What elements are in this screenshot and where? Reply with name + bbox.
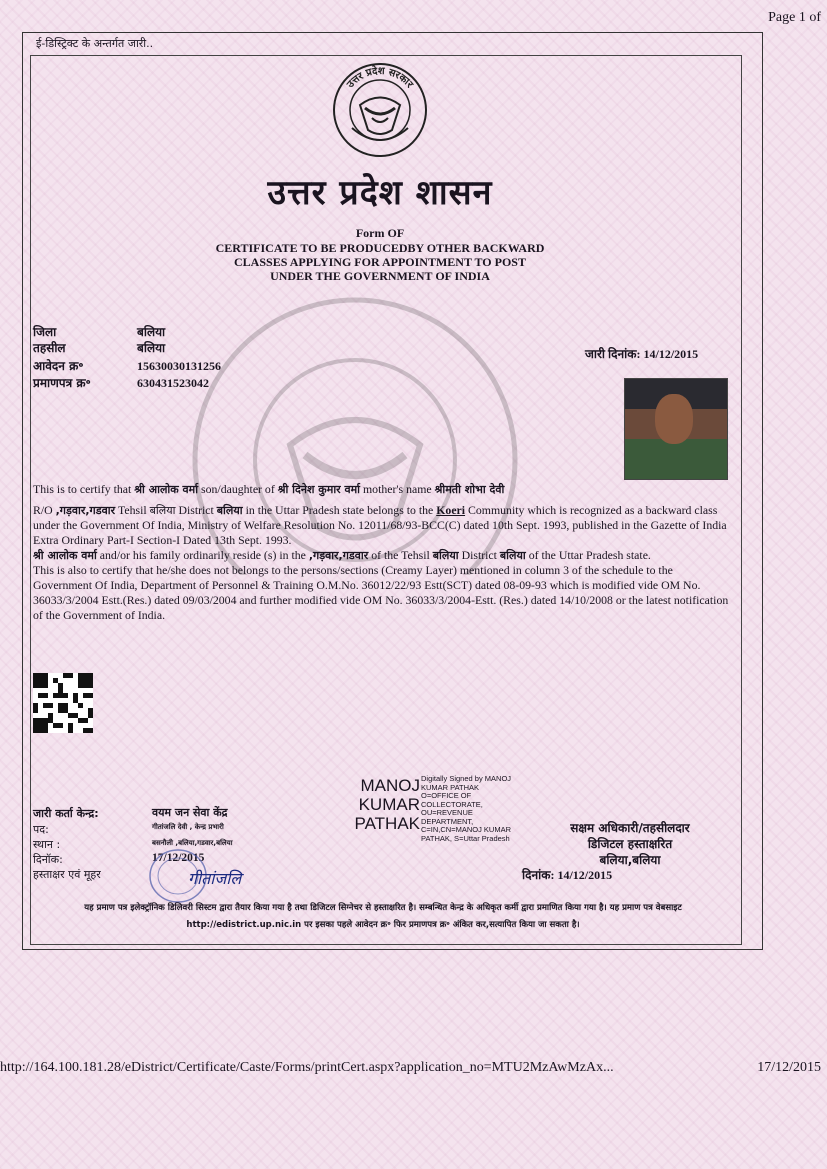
- signature-meta-line: C=IN,CN=MANOJ KUMAR: [421, 825, 512, 834]
- body-text: of the Tehsil: [371, 548, 430, 562]
- body-paragraph-2: [33, 503, 729, 548]
- field-value-district: बलिया: [137, 325, 166, 339]
- field-value-tehsil: बलिया: [137, 341, 166, 355]
- body-text: and/or his family ordinarily reside (s) in the: [99, 548, 306, 562]
- applicant-name: श्री आलोक वर्मा: [33, 549, 97, 562]
- applicant-photo: [624, 378, 728, 480]
- authority-line: बलिया,बलिया: [599, 853, 661, 867]
- certificate-title-line: CERTIFICATE TO BE PRODUCEDBY OTHER BACKWARD: [215, 241, 545, 255]
- designation-value: गीतांजलि देवी , केन्द्र प्रभारी: [152, 823, 224, 831]
- svg-text:उत्तर प्रदेश सरकार: [344, 64, 415, 91]
- signature-meta-line: O=OFFICE OF: [421, 791, 472, 800]
- mother-name: श्रीमती शोभा देवी: [434, 483, 505, 496]
- authority-line: सक्षम अधिकारी/तहसीलदार: [570, 821, 690, 835]
- signer-name: [330, 776, 420, 833]
- signature-meta-line: OU=REVENUE: [421, 808, 473, 817]
- signature-seal-label: हस्ताक्षर एवं मूहर: [33, 868, 101, 881]
- print-date: 17/12/2015: [757, 1060, 821, 1075]
- verification-note: यह प्रमाण पत्र इलेक्ट्रॉनिक डिलिवरी सिस्टम द्वारा तैयार किया गया है तथा डिजिटल सिग्नेचर से हस्ताक्षरित है। सम्बन्धित केन्द्र के अधिकृत कर्मी द्वारा प्रमाणित किया गया है। यह प्रमाण पत्र वेबसाइट http://edistrict.up.nic.in पर इसका पहले आवेदन क्र॰ फिर प्रमाणपत्र क्र॰ अंकित कर,सत्यापित किया जा सकता है।: [84, 903, 682, 930]
- tehsil: बलिया: [149, 504, 176, 517]
- certificate-title-line: UNDER THE GOVERNMENT OF INDIA: [270, 269, 490, 283]
- stamp-signature: गीतांजलि: [188, 869, 242, 888]
- digital-signature-details: [421, 775, 531, 843]
- field-value-certificate-no: 630431523042: [137, 376, 209, 390]
- designation-label: पद:: [33, 823, 49, 836]
- signature-meta-line: KUMAR PATHAK: [421, 782, 480, 792]
- body-text: Community which is recognized as a backward class under the Government Of India, Ministry of Welfare Resolution No. 12011/68/93-BCC(C) dated 10th Sept. 1993, published in the Gazette of India Extra Ordinary Part-I Section-I Dated 13th Sept. 1993.: [33, 503, 727, 547]
- applicant-name: श्री आलोक वर्मा: [134, 483, 199, 496]
- field-value-application-no: 15630030131256: [137, 359, 221, 373]
- authority-line: डिजिटल हस्ताक्षरित: [587, 837, 673, 851]
- body-text: District: [461, 548, 497, 562]
- emblem-text: उत्तर प्रदेश सरकार: [345, 65, 415, 91]
- print-url: http://164.100.181.28/eDistrict/Certificate/Caste/Forms/printCert.aspx?application_no=MTU2MzAwMzAx...: [0, 1060, 614, 1075]
- place-label: स्थान :: [33, 838, 61, 851]
- body-text: Tehsil: [118, 503, 147, 517]
- certificate-body: [33, 482, 729, 623]
- body-text: District: [178, 503, 214, 517]
- community: Koeri: [436, 503, 466, 517]
- address: ,गड़वार,गडवार: [55, 504, 116, 517]
- body-text: son/daughter of: [201, 482, 275, 496]
- body-paragraph-1: [33, 482, 729, 497]
- government-title: उत्तर प्रदेश शासन: [267, 173, 493, 213]
- signature-meta-line: COLLECTORATE,: [421, 799, 483, 809]
- field-label-certificate-no: प्रमाणपत्र क्र॰: [33, 376, 91, 390]
- kendra-value: वयम जन सेवा केंद्र: [152, 806, 228, 819]
- district: बलिया: [216, 504, 243, 517]
- tehsil: बलिया: [432, 549, 459, 562]
- page-number: Page 1 of: [768, 10, 821, 25]
- body-paragraph-3: [33, 548, 729, 563]
- centre-stamp: [148, 846, 258, 906]
- body-text: of the Uttar Pradesh state.: [528, 548, 651, 562]
- field-label-tehsil: तहसील: [33, 341, 66, 355]
- certificate-title: [150, 241, 610, 283]
- signer-name-line: PATHAK: [354, 814, 420, 833]
- body-text: R/O: [33, 503, 53, 517]
- kendra-label: जारी कर्ता केन्द्र:: [33, 807, 99, 820]
- place-value: बसनौली ,बलिया,गडवार,बलिया: [152, 839, 233, 847]
- competent-authority: [540, 820, 720, 868]
- signer-name-line: KUMAR: [358, 795, 420, 814]
- date-label: दिनॉक:: [33, 853, 63, 866]
- body-text: in the Uttar Pradesh state belongs to the: [245, 503, 434, 517]
- certificate-title-line: CLASSES APPLYING FOR APPOINTMENT TO POST: [234, 255, 526, 269]
- body-paragraph-4: This is also to certify that he/she does not belongs to the persons/sections (Creamy Layer) mentioned in column 3 of the schedule to the Government Of India, Department of Personnel & Training O.M.No. 36012/22/93 Estt(SCT) dated 08-09-93 which is modified vide OM No. 36033/3/2004 Estt.(Res.) dated 09/03/2004 and further modified vide OM No. 36033/3/2004-Estt. (Res.) dated 14/10/2008 or the latest notification of the Government of India.: [33, 563, 729, 622]
- address: ,गड़वार,गडवार: [308, 549, 369, 562]
- signature-meta-line: DEPARTMENT,: [421, 816, 474, 826]
- signature-meta-line: PATHAK, S=Uttar Pradesh: [421, 833, 510, 843]
- field-label-application-no: आवेदन क्र॰: [33, 359, 84, 373]
- authority-date: दिनांक: 14/12/2015: [522, 868, 613, 882]
- signer-name-line: MANOJ: [360, 776, 420, 795]
- issue-date: जारी दिनांक: 14/12/2015: [585, 347, 699, 361]
- body-text: This is to certify that: [33, 482, 132, 496]
- signature-meta-line: Digitally Signed by MANOJ: [421, 774, 512, 783]
- form-of-label: Form OF: [355, 226, 405, 240]
- qr-code-icon: [33, 673, 93, 733]
- father-name: श्री दिनेश कुमार वर्मा: [277, 483, 361, 496]
- up-emblem-icon: [330, 60, 430, 160]
- body-text: mother's name: [363, 482, 432, 496]
- field-label-district: जिला: [33, 325, 57, 339]
- kendra-date: 17/12/2015: [152, 852, 205, 864]
- district: बलिया: [499, 549, 526, 562]
- photo-face: [655, 394, 693, 444]
- header-note: ई-डिस्ट्रिक्ट के अन्तर्गत जारी..: [36, 37, 154, 50]
